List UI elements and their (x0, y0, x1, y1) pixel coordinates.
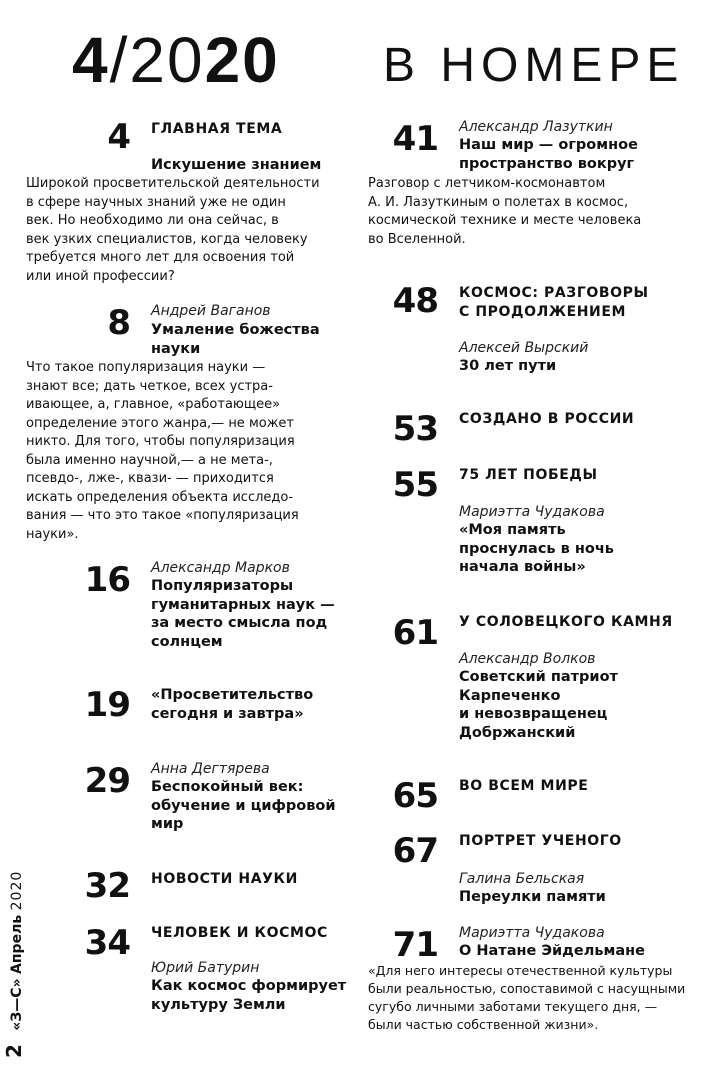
toc-description: «Для него интересы отечественной культуры были реальностью, сопоставимой с насущными сугубо личными заботами текущего дня, — были частью собственной жизни». (368, 963, 686, 1032)
toc-section: ЧЕЛОВЕК И КОСМОС (151, 925, 328, 941)
toc-article-title[interactable]: «Просветительство сегодня и завтра» (151, 687, 314, 722)
toc-article-title[interactable]: Как космос формирует культуру Земли (151, 978, 347, 1013)
issue-month: Апрель (9, 914, 25, 974)
toc-article-title[interactable]: «Моя память проснулась в ночь начала войны» (459, 522, 614, 575)
toc-article-title[interactable]: Умаление божества науки (151, 322, 320, 357)
toc-author: Галина Бельская (459, 871, 585, 887)
toc-author: Анна Дегтярева (151, 761, 270, 777)
spine-footer (4, 871, 27, 1058)
toc-section: НОВОСТИ НАУКИ (151, 871, 298, 887)
toc-article-title[interactable]: Искушение знанием (151, 157, 322, 173)
toc-description: Разговор с летчиком-космонавтом А. И. Лазуткиным о полетах в космос, космической технике и месте человека во Вселенной. (368, 176, 642, 247)
toc-page-number: 48 (392, 281, 438, 321)
toc-author: Юрий Батурин (151, 960, 260, 976)
toc-page-number: 55 (392, 465, 438, 505)
toc-article-title[interactable]: Беспокойный век: обучение и цифровой мир (151, 779, 336, 832)
toc-page-number: 29 (84, 761, 130, 801)
toc-article-title[interactable]: Советский патриот Карпеченко и невозвращенец Добржанский (459, 669, 618, 741)
toc-author: Мариэтта Чудакова (459, 504, 605, 520)
toc-page-number: 67 (392, 831, 438, 871)
toc-page-number: 41 (392, 119, 438, 159)
toc-author: Андрей Ваганов (151, 303, 271, 319)
toc-author: Мариэтта Чудакова (459, 925, 605, 941)
toc-page-number: 32 (84, 866, 130, 906)
toc-section: 75 ЛЕТ ПОБЕДЫ (459, 467, 598, 483)
toc-section: КОСМОС: РАЗГОВОРЫ С ПРОДОЛЖЕНИЕМ (459, 285, 649, 320)
page-title: В НОМЕРЕ (383, 39, 685, 92)
toc-section: СОЗДАНО В РОССИИ (459, 411, 635, 427)
toc-section: У СОЛОВЕЦКОГО КАМНЯ (459, 614, 673, 630)
toc-section: ВО ВСЕМ МИРЕ (459, 778, 589, 794)
toc-page-number: 65 (392, 776, 438, 816)
toc-article-title[interactable]: Наш мир — огромное пространство вокруг (459, 137, 638, 172)
toc-author: Алексей Вырский (459, 340, 589, 356)
magazine-name: «З—С» (9, 978, 25, 1031)
toc-description: Широкой просветительской деятельности в сфере научных знаний уже не один век. Но необходимо ли она сейчас, в век узких специалистов, когда человеку требуется много лет для освоения той или иной профессии? (26, 176, 320, 284)
issue-year: 2020 (9, 870, 25, 911)
toc-page-number: 53 (392, 409, 438, 449)
toc-author: Александр Лазуткин (459, 119, 613, 135)
toc-section: ПОРТРЕТ УЧЕНОГО (459, 833, 622, 849)
toc-author: Александр Марков (151, 560, 290, 576)
toc-page-number: 8 (107, 303, 130, 343)
toc-author: Александр Волков (459, 651, 596, 667)
toc-article-title[interactable]: Популяризаторы гуманитарных наук — за место смысла под солнцем (151, 578, 335, 650)
toc-page-number: 16 (84, 560, 130, 600)
toc-article-title[interactable]: О Натане Эйдельмане (459, 943, 646, 959)
toc-section: ГЛАВНАЯ ТЕМА (151, 121, 283, 137)
toc-article-title[interactable]: Переулки памяти (459, 889, 606, 905)
toc-page-number: 61 (392, 613, 438, 653)
toc-description: Что такое популяризация науки — знают все; дать четкое, всех устра- ивающее, а, главное, «работающее» определение этого жанра,— не может никто. Для того, чтобы популяризация была именно научной,— а не мета-, псевдо-, лже-, квази- — приходится искать определения объекта исследо- вания — что это такое «популяризация науки». (26, 360, 299, 542)
toc-page-number: 19 (84, 685, 130, 725)
toc-page-number: 34 (84, 923, 130, 963)
page-number: 2 (2, 1044, 26, 1058)
issue-number: 4/2020 (72, 24, 280, 96)
toc-page-number: 4 (107, 117, 130, 157)
toc-article-title[interactable]: 30 лет пути (459, 358, 557, 374)
toc-page-number: 71 (392, 925, 438, 965)
